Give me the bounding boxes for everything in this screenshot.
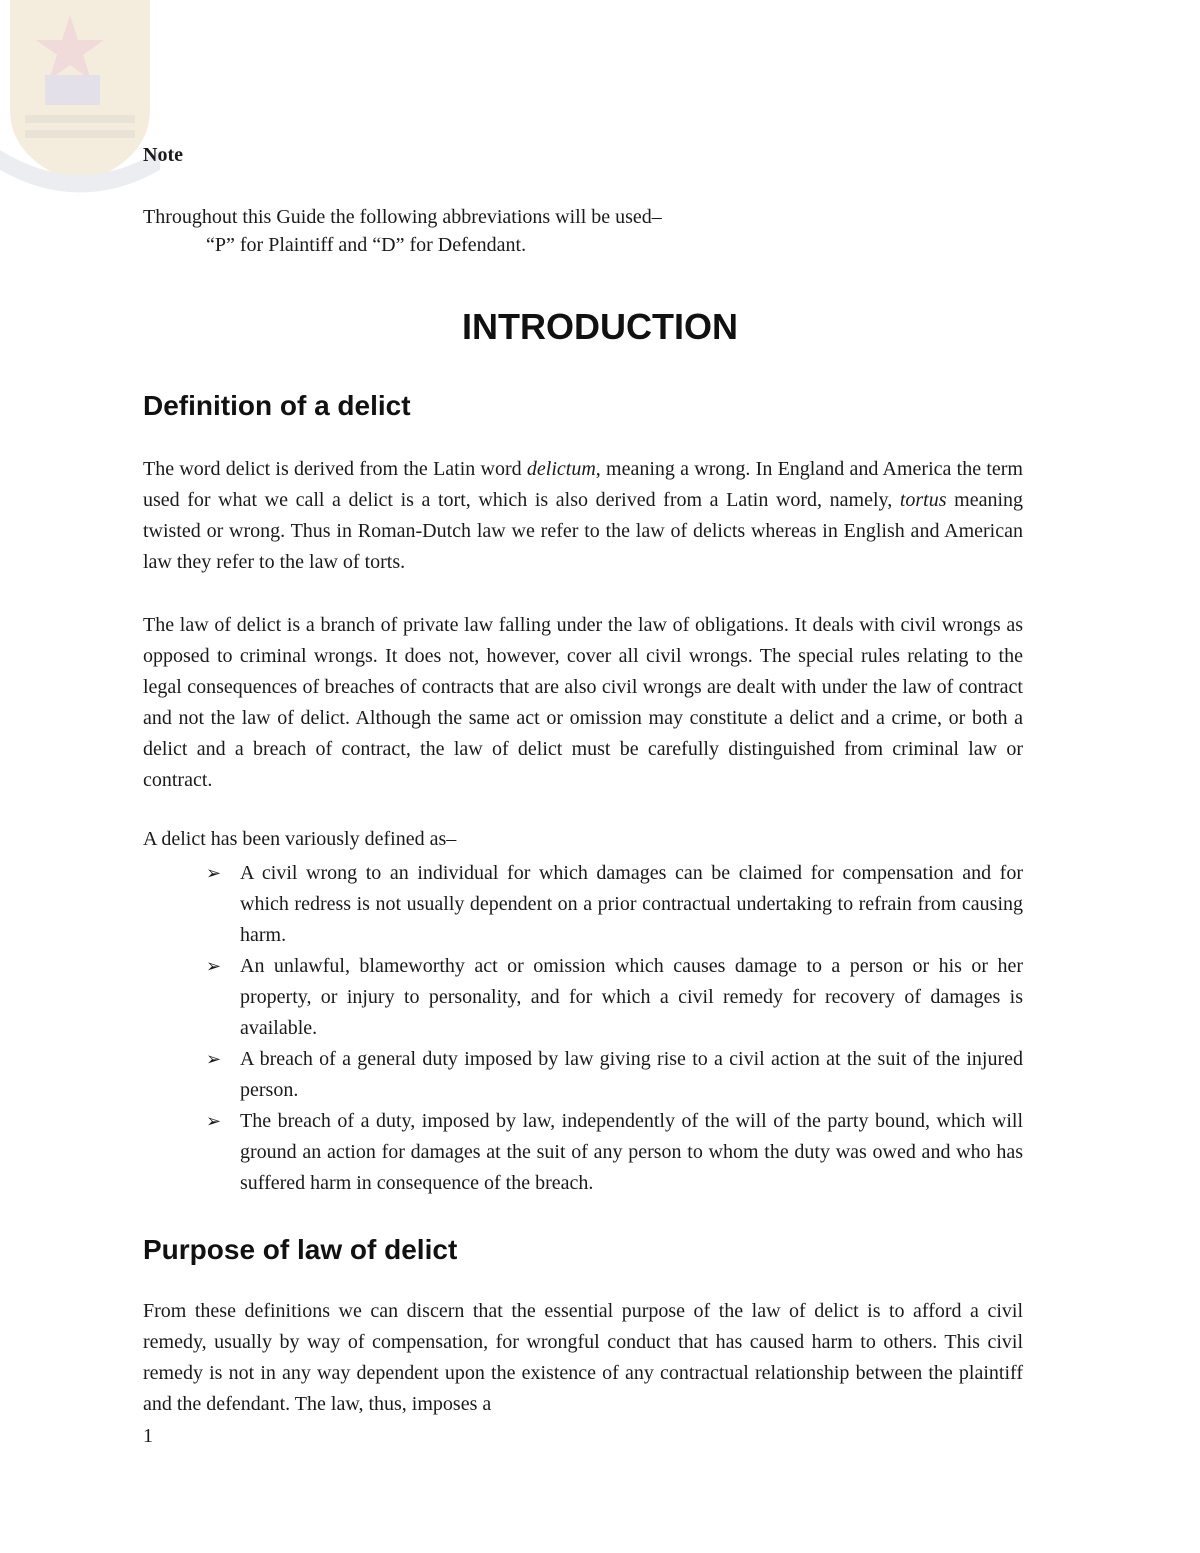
definitions-list	[206, 858, 1023, 1199]
latin-term-tortus: tortus	[899, 489, 947, 511]
list-item	[206, 951, 1023, 1044]
definition-paragraph-2: The law of delict is a branch of private law falling under the law of obligations. It deals with civil wrongs as opposed to criminal wrongs. It does not, however, cover all civil wrongs. The special rules relating to the legal consequences of breaches of contracts that are also civil wrongs are dealt with under the law of contract and not the law of delict. Although the same act or omission may constitute a delict and a crime, or both a delict and a breach of contract, the law of delict must be carefully distinguished from criminal law or contract.	[143, 614, 1023, 791]
definition-text: A breach of a general duty imposed by law giving rise to a civil action at the suit of the injured person.	[240, 1048, 1023, 1101]
purpose-paragraph-1: From these definitions we can discern that the essential purpose of the law of delict is to afford a civil remedy, usually by way of compensation, for wrongful conduct that has caused harm to others. This civil remedy is not in any way dependent upon the existence of any contractual relationship between the plaintiff and the defendant. The law, thus, imposes a	[143, 1300, 1023, 1415]
page-number: 1	[143, 1425, 153, 1447]
text-segment: , meaning a wrong. In England and America the term used for what we call a delict is a tort, which is also derived from a Latin word, namely,	[143, 458, 1023, 511]
abbreviations-intro: Throughout this Guide the following abbreviations will be used–	[143, 206, 662, 228]
list-item	[206, 1106, 1023, 1199]
arrow-bullet-icon: ➢	[206, 1111, 222, 1132]
arrow-bullet-icon: ➢	[206, 956, 222, 977]
text-segment: The word delict is derived from the Latin word	[143, 458, 527, 480]
list-item	[206, 1044, 1023, 1106]
definition-text: A civil wrong to an individual for which damages can be claimed for compensation and for which redress is not usually dependent on a prior contractual undertaking to refrain from causing harm.	[240, 862, 1023, 946]
text-segment: meaning twisted or wrong. Thus in Roman-Dutch law we refer to the law of delicts whereas in English and American law they refer to the law of torts.	[143, 489, 1024, 573]
list-item	[206, 858, 1023, 951]
definitions-lead: A delict has been variously defined as–	[143, 828, 457, 850]
note-label: Note	[143, 144, 183, 166]
definition-text: An unlawful, blameworthy act or omission which causes damage to a person or his or her property, or injury to personality, and for which a civil remedy for recovery of damages is available.	[240, 955, 1023, 1039]
definition-paragraph-1	[143, 454, 1023, 578]
latin-term-delictum: delictum	[526, 458, 596, 480]
arrow-bullet-icon: ➢	[206, 863, 222, 884]
abbreviations-detail: “P” for Plaintiff and “D” for Defendant.	[206, 234, 527, 256]
section-heading-purpose: Purpose of law of delict	[143, 1234, 458, 1265]
section-heading-definition: Definition of a delict	[143, 390, 411, 421]
arrow-bullet-icon: ➢	[206, 1049, 222, 1070]
page-title: INTRODUCTION	[462, 306, 738, 347]
university-crest-watermark	[0, 0, 160, 200]
definition-text: The breach of a duty, imposed by law, independently of the will of the party bound, which will ground an action for damages at the suit of any person to whom the duty was owed and who has suffered harm in consequence of the breach.	[240, 1110, 1023, 1194]
